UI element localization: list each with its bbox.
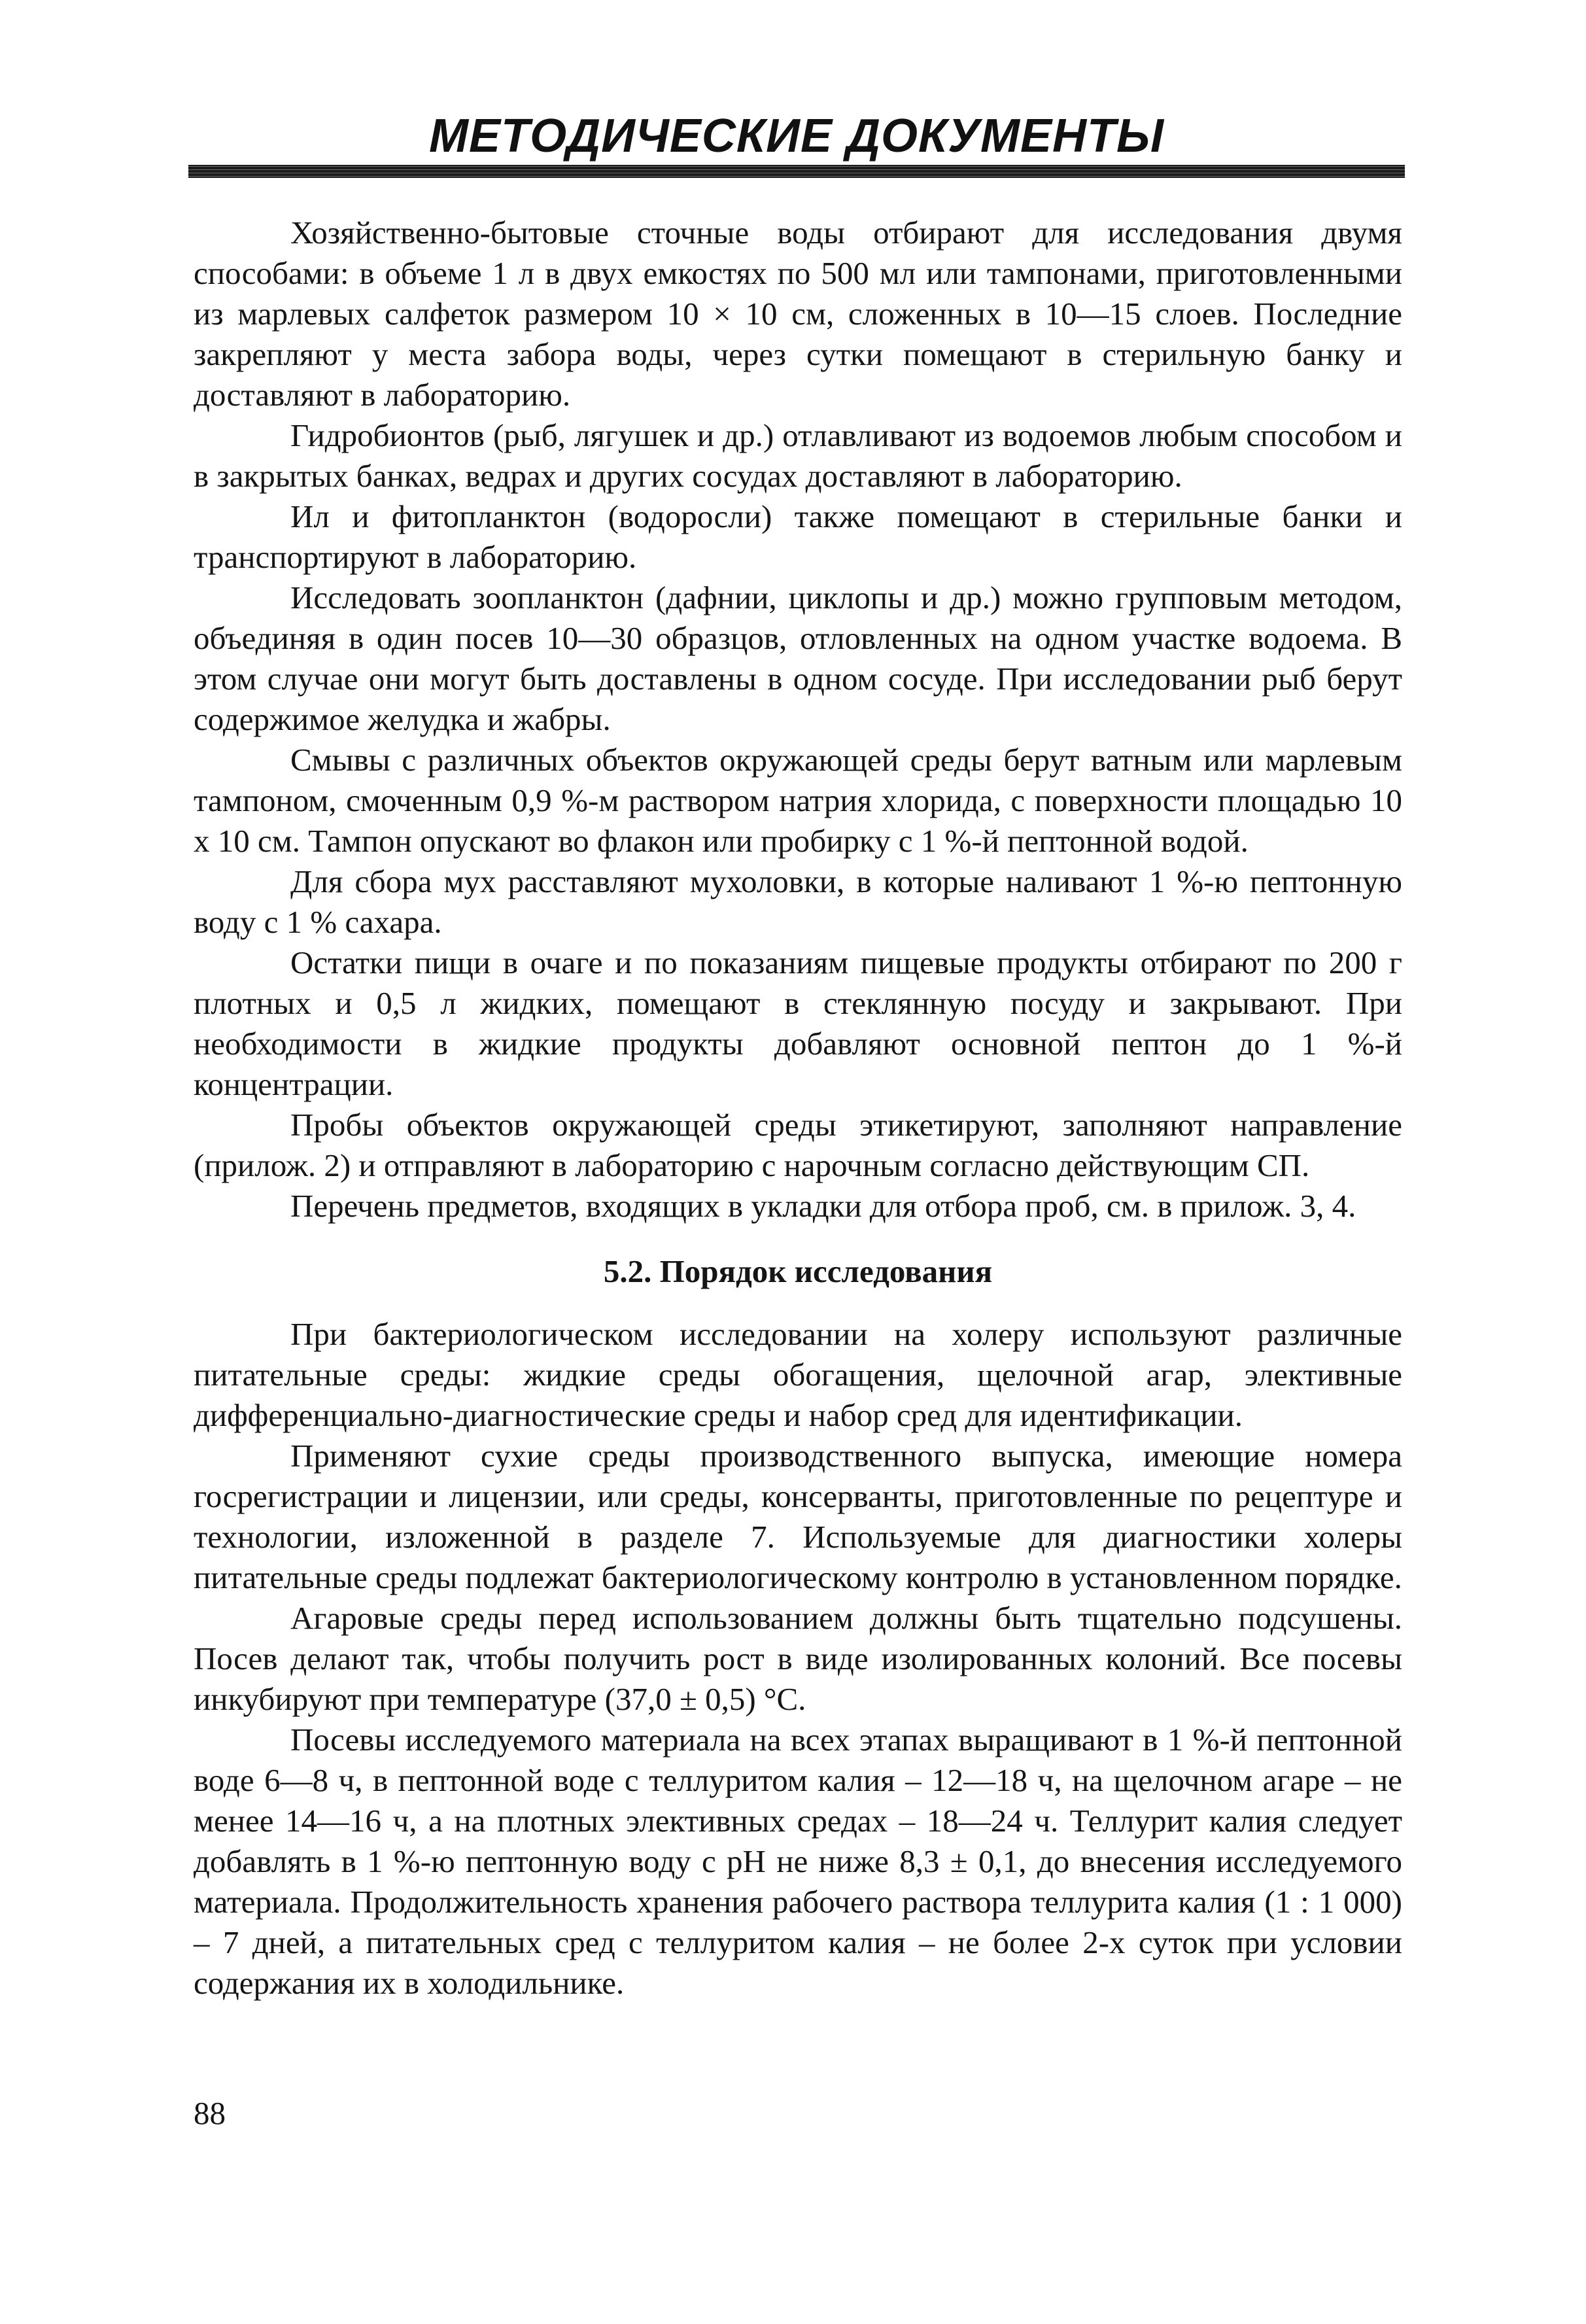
- paragraph: Для сбора мух расставляют мухоловки, в которые наливают 1 %-ю пептонную воду с 1 % сахара.: [194, 863, 1402, 940]
- paragraph: Применяют сухие среды производственного выпуска, имеющие номера госрегистрации и лицензии, или среды, консерванты, приготовленные по рецептуре и технологии, изложенной в разделе 7. Используемые для диагностики холеры питательные среды подлежат бактериологическому контролю в установленном порядке.: [194, 1438, 1402, 1595]
- paragraph: Посевы исследуемого материала на всех этапах выращивают в 1 %-й пептонной воде 6—8 ч, в пептонной воде с теллуритом калия – 12—18 ч, на щелочном агаре – не менее 14—16 ч, а на плотных элективных средах – 18—24 ч. Теллурит калия следует добавлять в 1 %-ю пептонную воду с рН не ниже 8,3 ± 0,1, до внесения исследуемого материала. Продолжительность хранения рабочего раствора теллурита калия (1 : 1 000) – 7 дней, а питательных сред с теллуритом калия – не более 2-х суток при условии содержания их в холодильнике.: [194, 1722, 1402, 2001]
- paragraph: При бактериологическом исследовании на холеру используют различные питательные среды: жидкие среды обогащения, щелочной агар, элективные дифференциально-диагностические среды и набор сред для идентификации.: [194, 1316, 1402, 1433]
- paragraph: Агаровые среды перед использованием должны быть тщательно подсушены. Посев делают так, чтобы получить рост в виде изолированных колоний. Все посевы инкубируют при температуре (37,0 ± 0,5) °С.: [194, 1600, 1402, 1717]
- paragraph: Исследовать зоопланктон (дафнии, циклопы и др.) можно групповым методом, объединяя в один посев 10—30 образцов, отловленных на одном участке водоема. В этом случае они могут быть доставлены в одном сосуде. При исследовании рыб берут содержимое желудка и жабры.: [194, 580, 1402, 737]
- section-heading: 5.2. Порядок исследования: [603, 1253, 993, 1289]
- paragraph: Смывы с различных объектов окружающей среды берут ватным или марлевым тампоном, смоченным 0,9 %-м раствором натрия хлорида, с поверхности площадью 10 x 10 см. Тампон опускают во флакон или пробирку с 1 %-й пептонной водой.: [194, 742, 1402, 859]
- page-number: 88: [194, 2095, 226, 2131]
- paragraph: Гидробионтов (рыб, лягушек и др.) отлавливают из водоемов любым способом и в закрытых банках, ведрах и других сосудах доставляют в лабораторию.: [194, 417, 1402, 494]
- paragraph: Хозяйственно-бытовые сточные воды отбирают для исследования двумя способами: в объеме 1 л в двух емкостях по 500 мл или тампонами, приготовленными из марлевых салфеток размером 10 × 10 см, сложенных в 10—15 слоев. Последние закрепляют у места забора воды, через сутки помещают в стерильную банку и доставляют в лабораторию.: [194, 215, 1402, 413]
- paragraph: Ил и фитопланктон (водоросли) также помещают в стерильные банки и транспортируют в лабораторию.: [194, 498, 1402, 575]
- paragraph: Перечень предметов, входящих в укладки для отбора проб, см. в прилож. 3, 4.: [290, 1188, 1356, 1224]
- page-header: [188, 110, 1405, 178]
- paragraph: Остатки пищи в очаге и по показаниям пищевые продукты отбирают по 200 г плотных и 0,5 л жидких, помещают в стеклянную посуду и закрывают. При необходимости в жидкие продукты добавляют основной пептон до 1 %-й концентрации.: [194, 945, 1402, 1102]
- paragraph: Пробы объектов окружающей среды этикетируют, заполняют направление (прилож. 2) и отправляют в лабораторию с нарочным согласно действующим СП.: [194, 1107, 1402, 1183]
- header-title: МЕТОДИЧЕСКИЕ ДОКУМЕНТЫ: [429, 110, 1164, 162]
- header-rule: [188, 165, 1405, 178]
- body-text: [194, 213, 1402, 2003]
